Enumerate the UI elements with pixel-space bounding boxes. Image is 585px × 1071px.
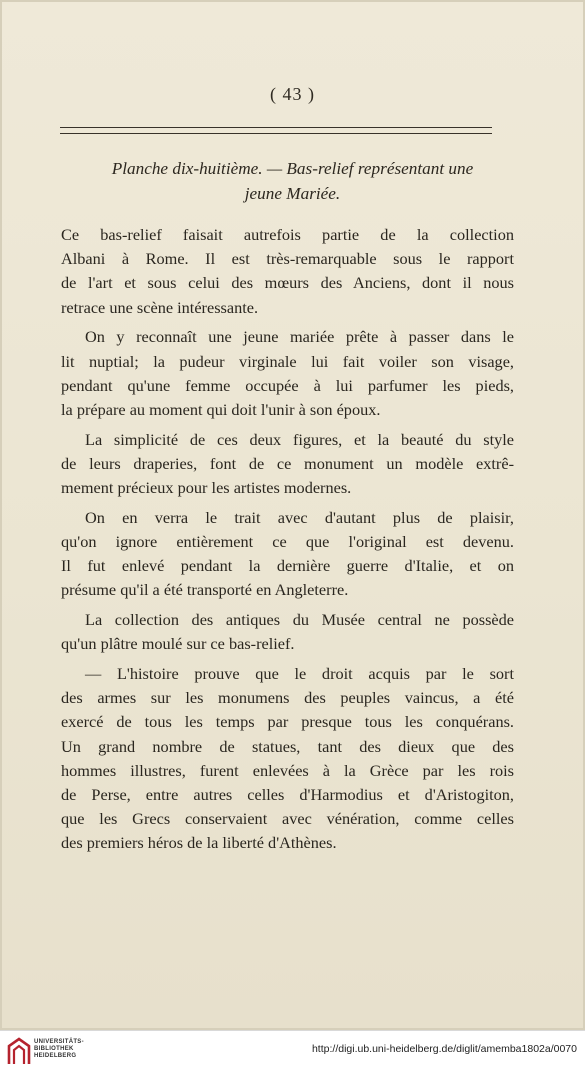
text-line: mement précieux pour les artistes modernes. (61, 478, 352, 498)
text-line: présume qu'il a été transporté en Angleterre. (61, 580, 349, 600)
text-line: Un grand nombre de statues, tant des dieux que des (61, 736, 514, 756)
text-line: On en verra le trait avec d'autant plus de plaisir, (85, 507, 514, 527)
paragraph-1 (61, 223, 514, 320)
text-line: de leurs draperies, font de ce monument un modèle extrê- (61, 453, 514, 473)
text-line: Ce bas-relief faisait autrefois partie de la collection (61, 225, 514, 244)
paragraph-2 (61, 325, 514, 422)
text-line: que les Grecs conservaient avec vénération, comme celles (61, 809, 514, 829)
text-line: Il fut enlevé pendant la dernière guerre d'Italie, et on (61, 556, 514, 576)
paragraph-3 (61, 428, 514, 501)
text-line: la prépare au moment qui doit l'unir à son époux. (61, 399, 381, 419)
library-line-1: UNIVERSITÄTS- (34, 1039, 84, 1045)
header-rule (60, 127, 492, 134)
text-line: La collection des antiques du Musée central ne possède (85, 610, 514, 630)
library-line-2: BIBLIOTHEK (34, 1046, 74, 1052)
library-name (34, 1039, 84, 1060)
text-line: qu'un plâtre moulé sur ce bas-relief. (61, 634, 295, 654)
text-line: — L'histoire prouve que le droit acquis par le sort (85, 663, 514, 683)
text-line: La simplicité de ces deux figures, et la beauté du style (85, 429, 514, 449)
text-line: de Perse, entre autres celles d'Harmodius et d'Aristogiton, (61, 784, 514, 804)
text-line: des armes sur les monumens des peuples vaincus, a été (61, 688, 514, 708)
heading-line-1: Planche dix-huitième. — Bas-relief représentant une (111, 159, 474, 178)
text-line: On y reconnaît une jeune mariée prête à passer dans le (85, 327, 514, 347)
plate-heading (50, 156, 535, 206)
text-line: exercé de tous les temps par presque tous les conquérans. (61, 712, 514, 732)
paragraph-4 (61, 506, 514, 603)
body-text (61, 223, 514, 861)
text-line: Albani à Rome. Il est très-remarquable sous le rapport (61, 249, 514, 269)
text-line: qu'on ignore entièrement ce que l'original est devenu. (61, 531, 514, 551)
heading-line-2: jeune Mariée. (244, 184, 341, 203)
permalink-url[interactable]: http://digi.ub.uni-heidelberg.de/diglit/amemba1802a/0070 (311, 1043, 577, 1055)
paragraph-5 (61, 608, 514, 656)
heidelberg-library-logo-icon[interactable] (6, 1036, 32, 1066)
library-line-3: HEIDELBERG (34, 1053, 77, 1059)
text-line: hommes illustres, furent enlevées à la Grèce par les rois (61, 760, 514, 780)
viewer-footer (0, 1030, 585, 1071)
page-number: ( 43 ) (270, 84, 315, 104)
paragraph-6 (61, 662, 514, 856)
text-line: retrace une scène intéressante. (61, 297, 259, 317)
text-line: pendant qu'une femme occupée à lui parfumer les pieds, (61, 375, 514, 395)
text-line: lit nuptial; la pudeur virginale lui fait voiler son visage, (61, 351, 514, 371)
text-line: de l'art et sous celui des mœurs des Anciens, dont il nous (61, 273, 514, 293)
text-line: des premiers héros de la liberté d'Athènes. (61, 833, 337, 853)
